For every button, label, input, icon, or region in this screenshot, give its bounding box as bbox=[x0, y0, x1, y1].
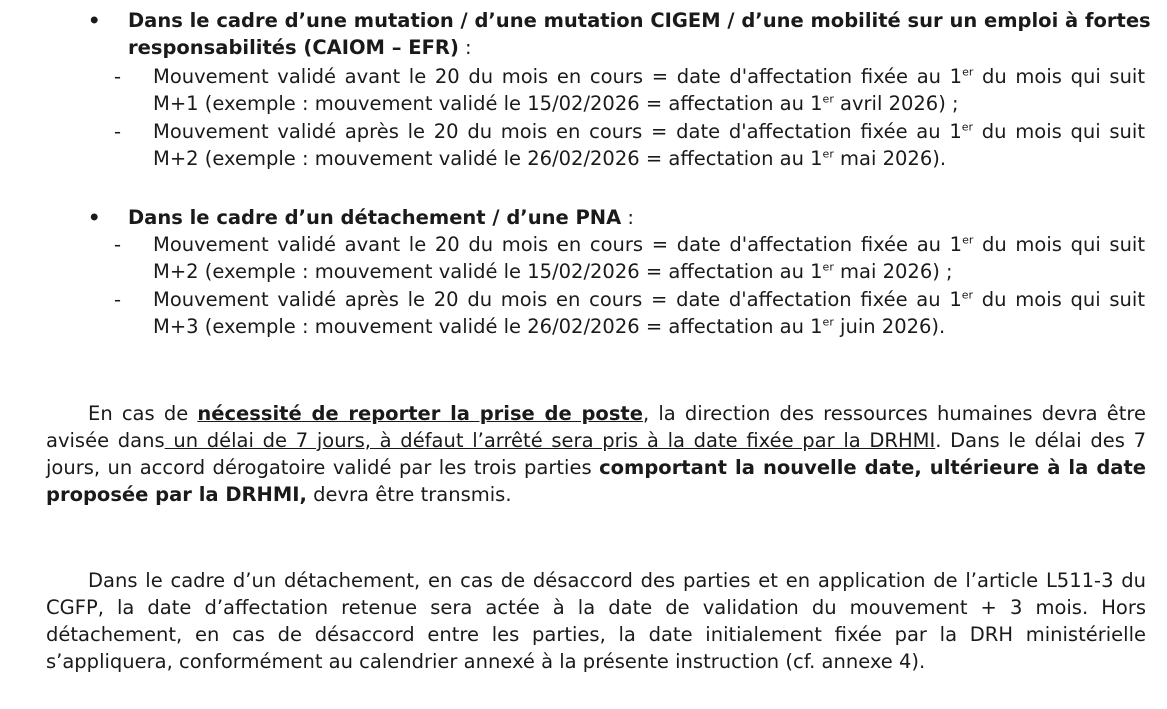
paragraph-desaccord: Dans le cadre d’un détachement, en cas de désaccord des parties et en application de l’article L511-3 du CGFP, la date d’affectation retenue sera actée à la date de validation du mouvement + 3 mois. Hors détachement, en cas de désaccord entre les parties, la date initialement fixée par la DRH ministérielle s’appliquera, conformément au calendrier annexé à la présente instruction (cf. annexe 4). bbox=[46, 569, 1146, 673]
bullet-icon: • bbox=[88, 206, 101, 229]
bullet-icon: • bbox=[88, 9, 101, 32]
list-item: Mouvement validé avant le 20 du mois en cours = date d'affectation fixée au 1er du mois qui suit M+1 (exemple : mouvement validé le 15/02/2026 = affectation au 1er avril 2026) ; bbox=[153, 65, 1145, 115]
list-item: Mouvement validé après le 20 du mois en cours = date d'affectation fixée au 1er du mois qui suit M+3 (exemple : mouvement validé le 26/02/2026 = affectation au 1er juin 2026). bbox=[153, 288, 1145, 338]
paragraph-report-prise-de-poste: En cas de nécessité de reporter la prise de poste, la direction des ressources humaines devra être avisée dans un délai de 7 jours, à défaut l’arrêté sera pris à la date fixée par la DRHMI. Dans le délai des 7 jours, un accord dérogatoire validé par les trois parties comportant la nouvelle date, ultérieure à la date proposée par la DRHMI, devra être transmis. bbox=[46, 402, 1147, 506]
dash-icon: - bbox=[114, 120, 122, 143]
dash-icon: - bbox=[114, 288, 122, 311]
dash-icon: - bbox=[114, 233, 122, 256]
section-heading-mutation: Dans le cadre d’une mutation / d’une mutation CIGEM / d’une mobilité sur un emploi à fortes responsabilités (CAIOM – EFR) : bbox=[128, 9, 1151, 59]
list-item: Mouvement validé après le 20 du mois en cours = date d'affectation fixée au 1er du mois qui suit M+2 (exemple : mouvement validé le 26/02/2026 = affectation au 1er mai 2026). bbox=[153, 120, 1145, 170]
dash-icon: - bbox=[114, 65, 122, 88]
section-heading-detachement: Dans le cadre d’un détachement / d’une PNA : bbox=[128, 206, 634, 229]
list-item: Mouvement validé avant le 20 du mois en cours = date d'affectation fixée au 1er du mois qui suit M+2 (exemple : mouvement validé le 15/02/2026 = affectation au 1er mai 2026) ; bbox=[153, 233, 1145, 283]
